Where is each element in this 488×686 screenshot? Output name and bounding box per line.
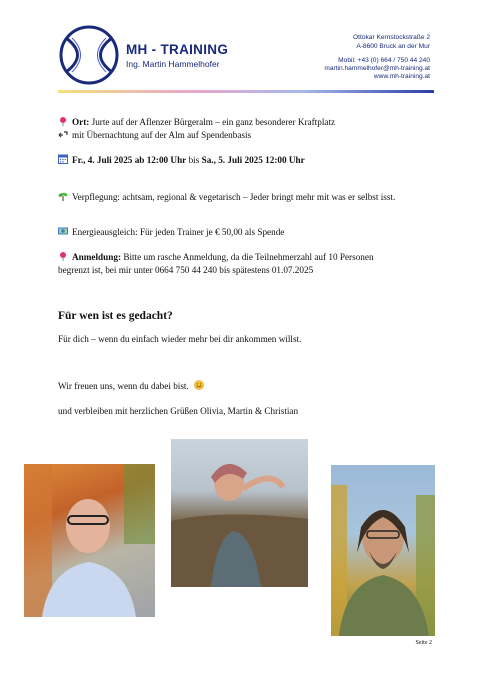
ort-line	[58, 116, 335, 128]
verpflegung-line	[58, 191, 395, 203]
address-line: A-8600 Bruck an der Mur	[356, 43, 430, 50]
contact-line: Mobil: +43 (0) 664 / 750 44 240	[338, 57, 430, 64]
contact-website[interactable]: www.mh-training.at	[373, 73, 430, 80]
brand-name: MH - TRAINING	[126, 42, 229, 57]
page-number: Seite 2	[415, 640, 432, 646]
verpflegung-text: Verpflegung: achtsam, regional & vegetarisch – Jeder bringt mehr mit was er selbst isst.	[72, 192, 396, 202]
freuen-line	[58, 380, 208, 392]
contact-email[interactable]: martin.hammelhofer@mh-training.at	[324, 65, 430, 72]
date-line	[58, 154, 305, 166]
calendar-icon	[58, 154, 68, 164]
mh-training-logo	[58, 24, 120, 86]
seedling-icon	[58, 191, 68, 201]
brand-subtitle: Ing. Martin Hammelhofer	[126, 59, 220, 69]
anmeldung-text-2: begrenzt ist, bei mir unter 0664 750 44 240 bis spätestens 01.07.2025	[58, 265, 314, 275]
freuen-text: Wir freuen uns, wenn du dabei bist.	[58, 381, 189, 391]
header-divider	[58, 90, 434, 93]
uebernachtung-line	[58, 129, 251, 141]
ort-text: Jurte auf der Aflenzer Bürgeralm – ein ganz besonderer Kraftplatz	[89, 117, 336, 127]
return-arrow-icon	[58, 129, 68, 139]
energie-line	[58, 226, 284, 238]
uebernachtung-text: mit Übernachtung auf der Alm auf Spendenbasis	[72, 130, 252, 140]
energie-text: Energieausgleich: Für jeden Trainer je € 50,00 als Spende	[72, 227, 285, 237]
section-heading: Für wen ist es gedacht?	[58, 310, 173, 322]
pin-icon	[58, 251, 68, 261]
photo-christian-illustration	[331, 465, 435, 636]
money-icon	[58, 226, 68, 236]
address-line: Ottokar Kernstockstraße 2	[353, 34, 430, 41]
gruesse-text: und verbleiben mit herzlichen Grüßen Olivia, Martin & Christian	[58, 406, 299, 416]
photo-olivia	[171, 439, 308, 587]
ort-label: Ort:	[72, 117, 90, 127]
photo-olivia-illustration	[171, 439, 308, 587]
date-start: Fr., 4. Juli 2025 ab 12:00 Uhr	[72, 155, 187, 165]
date-separator: bis	[186, 155, 202, 165]
anmeldung-text-1: Bitte um rasche Anmeldung, da die Teilnehmerzahl auf 10 Personen	[121, 252, 374, 262]
date-end: Sa., 5. Juli 2025 12:00 Uhr	[201, 155, 305, 165]
smiley-icon	[194, 380, 204, 390]
fuer-wen-text: Für dich – wenn du einfach wieder mehr bei dir ankommen willst.	[58, 334, 302, 344]
photo-martin-illustration	[24, 464, 155, 617]
anmeldung-label: Anmeldung:	[72, 252, 122, 262]
photo-christian	[331, 465, 435, 636]
photo-martin	[24, 464, 155, 617]
anmeldung-line	[58, 251, 374, 263]
pin-icon	[58, 116, 68, 126]
